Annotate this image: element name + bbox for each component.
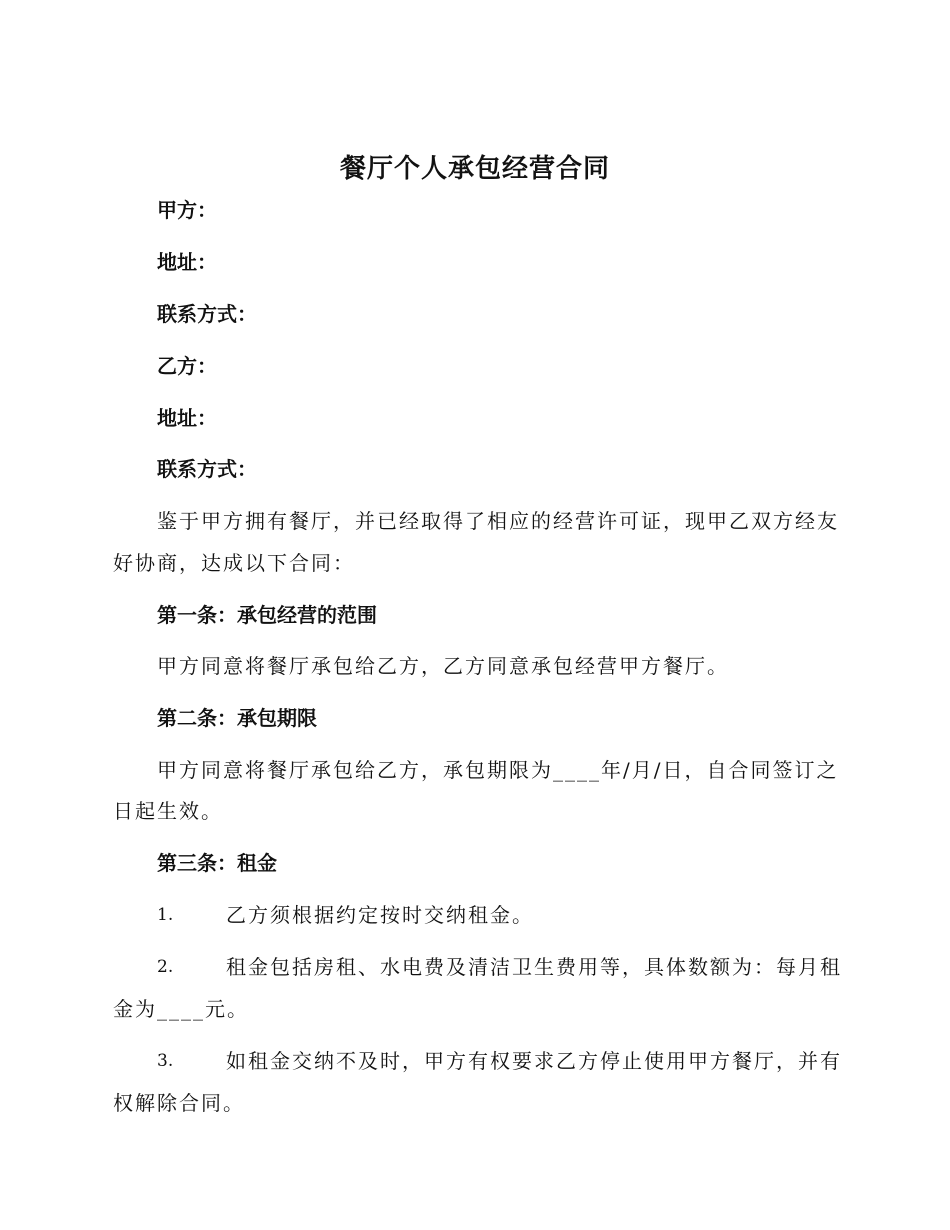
article-3-heading: 第三条：租金 [157,851,277,875]
party-b-name-label: 乙方： [157,354,217,378]
article-3-item-3-number: 3. [157,1051,174,1071]
article-1-heading: 第一条：承包经营的范围 [157,603,377,627]
party-b-address-label: 地址： [157,406,217,430]
preamble-line-1: 鉴于甲方拥有餐厅，并已经取得了相应的经营许可证，现甲乙双方经友 [157,509,839,533]
preamble-line-2: 好协商，达成以下合同： [113,551,355,575]
article-1-text: 甲方同意将餐厅承包给乙方，乙方同意承包经营甲方餐厅。 [157,654,729,678]
party-a-contact-label: 联系方式： [157,302,257,326]
article-2-heading: 第二条：承包期限 [157,706,317,730]
article-2-text-line-1: 甲方同意将餐厅承包给乙方，承包期限为____年/月/日，自合同签订之 [157,758,839,782]
party-a-name-label: 甲方： [157,198,217,222]
article-3-item-2-number: 2. [157,957,174,977]
party-a-address-label: 地址： [157,250,217,274]
article-2-text-line-2: 日起生效。 [113,799,223,823]
article-3-item-2-text-line-1: 租金包括房租、水电费及清洁卫生费用等，具体数额为：每月租 [226,955,842,979]
party-b-contact-label: 联系方式： [157,457,257,481]
article-3-item-1-text: 乙方须根据约定按时交纳租金。 [226,903,534,927]
article-3-item-3-text-line-2: 权解除合同。 [113,1091,245,1115]
article-3-item-3-text-line-1: 如租金交纳不及时，甲方有权要求乙方停止使用甲方餐厅，并有 [226,1049,842,1073]
article-3-item-2-text-line-2: 金为____元。 [113,997,249,1021]
document-title: 餐厅个人承包经营合同 [339,154,610,184]
article-3-item-1-number: 1. [157,905,174,925]
